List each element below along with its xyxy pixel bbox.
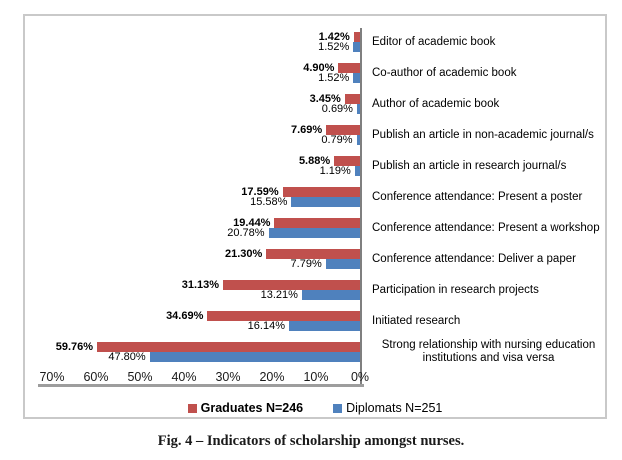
data-label-graduates: 19.44% bbox=[233, 217, 271, 229]
data-label-diplomats: 1.52% bbox=[318, 72, 350, 84]
data-label-graduates: 59.76% bbox=[55, 341, 94, 353]
category-label: Co-author of academic book bbox=[372, 66, 517, 79]
data-label-diplomats: 7.79% bbox=[290, 258, 322, 270]
legend-label-graduates: Graduates N=246 bbox=[200, 401, 304, 415]
category-label: Initiated research bbox=[372, 314, 461, 327]
data-label-diplomats: 0.69% bbox=[321, 103, 353, 115]
data-label-diplomats: 16.14% bbox=[247, 320, 285, 332]
legend-swatch-graduates-icon bbox=[188, 404, 197, 413]
axis-tick-label: 50% bbox=[127, 370, 153, 384]
data-label-graduates: 7.69% bbox=[290, 124, 323, 136]
category-label: Conference attendance: Deliver a paper bbox=[372, 252, 576, 265]
bar-diplomats bbox=[289, 321, 360, 331]
axis-tick-label: 30% bbox=[215, 370, 241, 384]
data-label-graduates: 3.45% bbox=[309, 93, 341, 105]
data-label-graduates: 5.88% bbox=[298, 155, 331, 167]
category-label: Publish an article in research journal/s bbox=[372, 159, 567, 172]
bar-diplomats bbox=[353, 73, 360, 83]
legend-item-graduates bbox=[188, 401, 303, 415]
legend-label-diplomats: Diplomats N=251 bbox=[346, 401, 443, 415]
legend bbox=[25, 400, 605, 416]
bar-diplomats bbox=[353, 42, 360, 52]
axis-tick-label: 20% bbox=[259, 370, 285, 384]
data-label-diplomats: 20.78% bbox=[227, 227, 265, 239]
plot-bottom-border bbox=[38, 384, 364, 387]
bar-graduates bbox=[283, 187, 360, 197]
legend-swatch-diplomats-icon bbox=[333, 404, 342, 413]
chart-frame bbox=[23, 14, 607, 419]
category-label-wrap bbox=[372, 94, 605, 114]
data-label-diplomats: 15.58% bbox=[250, 196, 288, 208]
data-label-diplomats: 1.52% bbox=[318, 41, 350, 53]
axis-tick-label: 0% bbox=[350, 370, 370, 384]
data-label-graduates: 4.90% bbox=[303, 62, 335, 74]
data-label-diplomats: 13.21% bbox=[260, 289, 298, 301]
legend-item-diplomats bbox=[333, 401, 442, 415]
axis-tick-label: 40% bbox=[171, 370, 197, 384]
category-label-wrap bbox=[372, 339, 605, 364]
data-label-graduates: 31.13% bbox=[181, 279, 220, 291]
category-label-wrap bbox=[372, 32, 605, 52]
category-label: Editor of academic book bbox=[372, 35, 496, 48]
category-label: Participation in research projects bbox=[372, 283, 539, 296]
bar-diplomats bbox=[269, 228, 360, 238]
data-label-diplomats: 0.79% bbox=[321, 134, 353, 146]
category-label: Publish an article in non-academic journal/s bbox=[372, 128, 594, 141]
bar-diplomats bbox=[326, 259, 360, 269]
data-label-graduates: 34.69% bbox=[166, 310, 204, 322]
data-label-graduates: 17.59% bbox=[241, 186, 279, 198]
data-label-diplomats: 47.80% bbox=[108, 351, 146, 363]
category-label: Strong relationship with nursing education institutions and visa versa bbox=[381, 339, 596, 364]
axis-tick-label: 70% bbox=[39, 370, 65, 384]
axis-tick-label: 60% bbox=[83, 370, 109, 384]
category-label-wrap bbox=[372, 156, 605, 176]
data-label-diplomats: 1.19% bbox=[319, 165, 351, 177]
category-label: Conference attendance: Present a workshop bbox=[372, 221, 600, 234]
data-label-graduates: 1.42% bbox=[318, 31, 350, 43]
category-label-wrap bbox=[372, 187, 605, 207]
category-label: Conference attendance: Present a poster bbox=[372, 190, 583, 203]
category-label-wrap bbox=[372, 311, 605, 331]
category-label-wrap bbox=[372, 280, 605, 300]
bar-diplomats bbox=[150, 352, 360, 362]
category-axis-line bbox=[360, 28, 362, 386]
axis-tick-label: 10% bbox=[303, 370, 329, 384]
figure-caption: Fig. 4 – Indicators of scholarship amongst nurses. bbox=[157, 433, 465, 449]
bar-diplomats bbox=[302, 290, 360, 300]
category-label-wrap bbox=[372, 249, 605, 269]
category-label-wrap bbox=[372, 218, 605, 238]
bar-diplomats bbox=[291, 197, 360, 207]
category-label-wrap bbox=[372, 125, 605, 145]
plot-area bbox=[25, 16, 605, 417]
category-label-wrap bbox=[372, 63, 605, 83]
data-label-graduates: 21.30% bbox=[224, 248, 263, 260]
category-label: Author of academic book bbox=[372, 97, 500, 110]
bar-graduates bbox=[274, 218, 360, 228]
